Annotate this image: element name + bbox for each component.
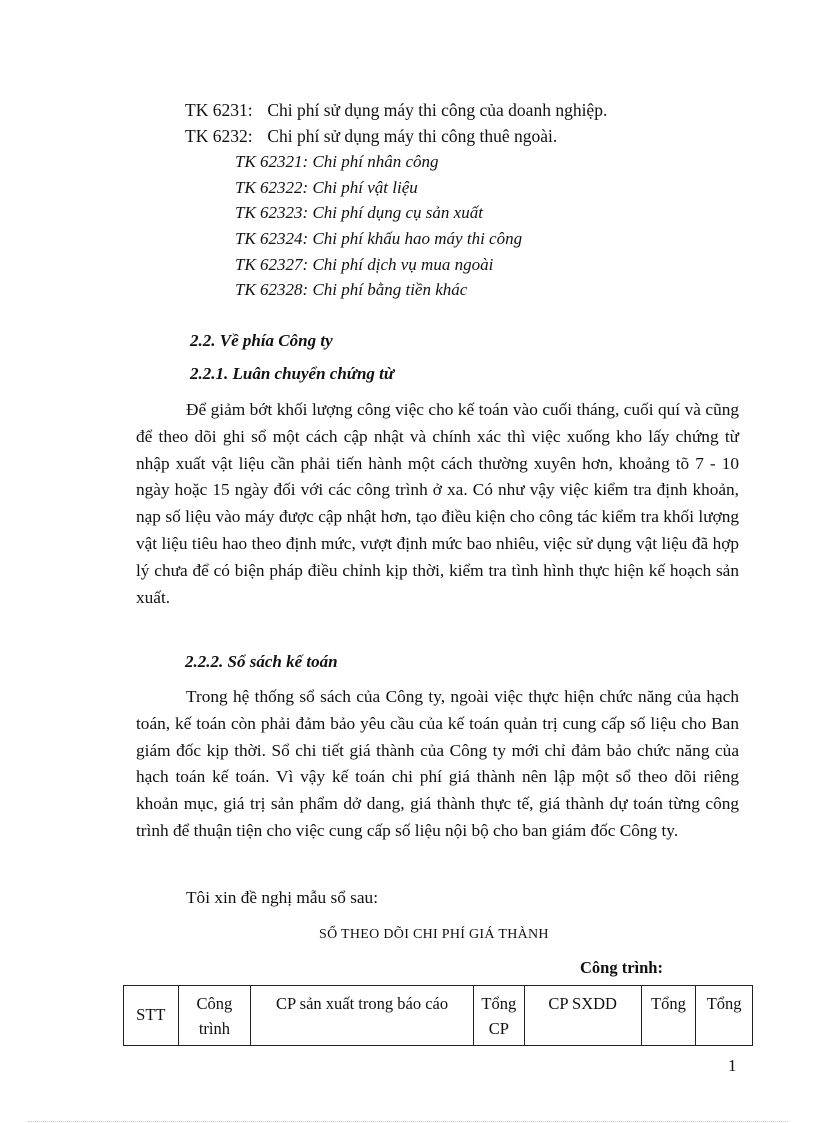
section-heading-2-2: 2.2. Về phía Công ty — [190, 331, 333, 350]
sub-account-62327: TK 62327: Chi phí dịch vụ mua ngoài — [235, 255, 494, 274]
header-stt: STT — [124, 986, 179, 1046]
sub-account-62328: TK 62328: Chi phí bằng tiền khác — [235, 280, 468, 299]
project-label: Công trình: — [580, 958, 663, 977]
section-heading-2-2-1: 2.2.1. Luân chuyển chứng từ — [190, 364, 395, 383]
account-description: Chi phí sử dụng máy thi công thuê ngoài. — [267, 126, 558, 146]
account-line-6231 — [185, 100, 607, 121]
header-cp-report: CP sản xuất trong báo cáo — [251, 986, 474, 1046]
sub-account-62322: TK 62322: Chi phí vật liệu — [235, 178, 418, 197]
account-description: Chi phí sử dụng máy thi công của doanh nghiệp. — [267, 100, 608, 120]
header-total-1: Tổng — [641, 986, 696, 1046]
account-code: TK 6232: — [185, 126, 253, 146]
table-header-row — [124, 986, 753, 1046]
header-total-2: Tổng — [696, 986, 753, 1046]
paragraph-document-flow: Để giảm bớt khối lượng công việc cho kế toán vào cuối tháng, cuối quí và cũng để theo dõi ghi sổ một cách cập nhật và chính xác thì việc xuống kho lấy chứng từ nhập xuất vật liệu cần phải tiến hành một cách thường xuyên hơn, khoảng tõ 7 - 10 ngày hoặc 15 ngày đối với các công trình ở xa. Có như vậy việc kiểm tra định khoản, nạp số liệu vào máy được cập nhật hơn, tạo điều kiện cho công tác kiểm tra khối lượng vật liệu tiêu hao theo định mức, vượt định mức bao nhiêu, việc sử dụng vật liệu đã hợp lý chưa để có biện pháp điều chỉnh kịp thời, kiểm tra tình hình thực hiện kế hoạch sản xuất. — [136, 400, 739, 607]
header-total-cp: Tổng CP — [473, 986, 524, 1046]
page-number: 1 — [728, 1056, 737, 1075]
sub-account-62321: TK 62321: Chi phí nhân công — [235, 152, 439, 171]
header-cp-sxdd: CP SXDD — [524, 986, 641, 1046]
cost-ledger-table — [123, 985, 753, 1046]
sub-account-62323: TK 62323: Chi phí dụng cụ sản xuất — [235, 203, 483, 222]
proposal-text: Tôi xin đề nghị mẫu sổ sau: — [186, 888, 378, 907]
header-project: Công trình — [178, 986, 251, 1046]
account-code: TK 6231: — [185, 100, 253, 120]
section-heading-2-2-2: 2.2.2. Sổ sách kế toán — [185, 652, 338, 671]
paragraph-accounting-books: Trong hệ thống sổ sách của Công ty, ngoài việc thực hiện chức năng của hạch toán, kế toán còn phải đảm bảo yêu cầu của kế toán quản trị cung cấp số liệu cho Ban giám đốc kịp thời. Sổ chi tiết giá thành của Công ty mới chỉ đảm bảo chức năng của hạch toán kế toán. Vì vậy kế toán chi phí giá thành nên lập một sổ theo dõi riêng khoản mục, giá trị sản phẩm dở dang, giá thành thực tế, giá thành dự toán từng công trình để thuận tiện cho việc cung cấp số liệu nội bộ cho ban giám đốc Công ty. — [136, 687, 739, 840]
account-line-6232 — [185, 126, 557, 147]
page-bottom-divider — [28, 1121, 788, 1122]
sub-account-62324: TK 62324: Chi phí khấu hao máy thi công — [235, 229, 523, 248]
ledger-title: SỔ THEO DÕI CHI PHÍ GIÁ THÀNH — [319, 927, 549, 942]
